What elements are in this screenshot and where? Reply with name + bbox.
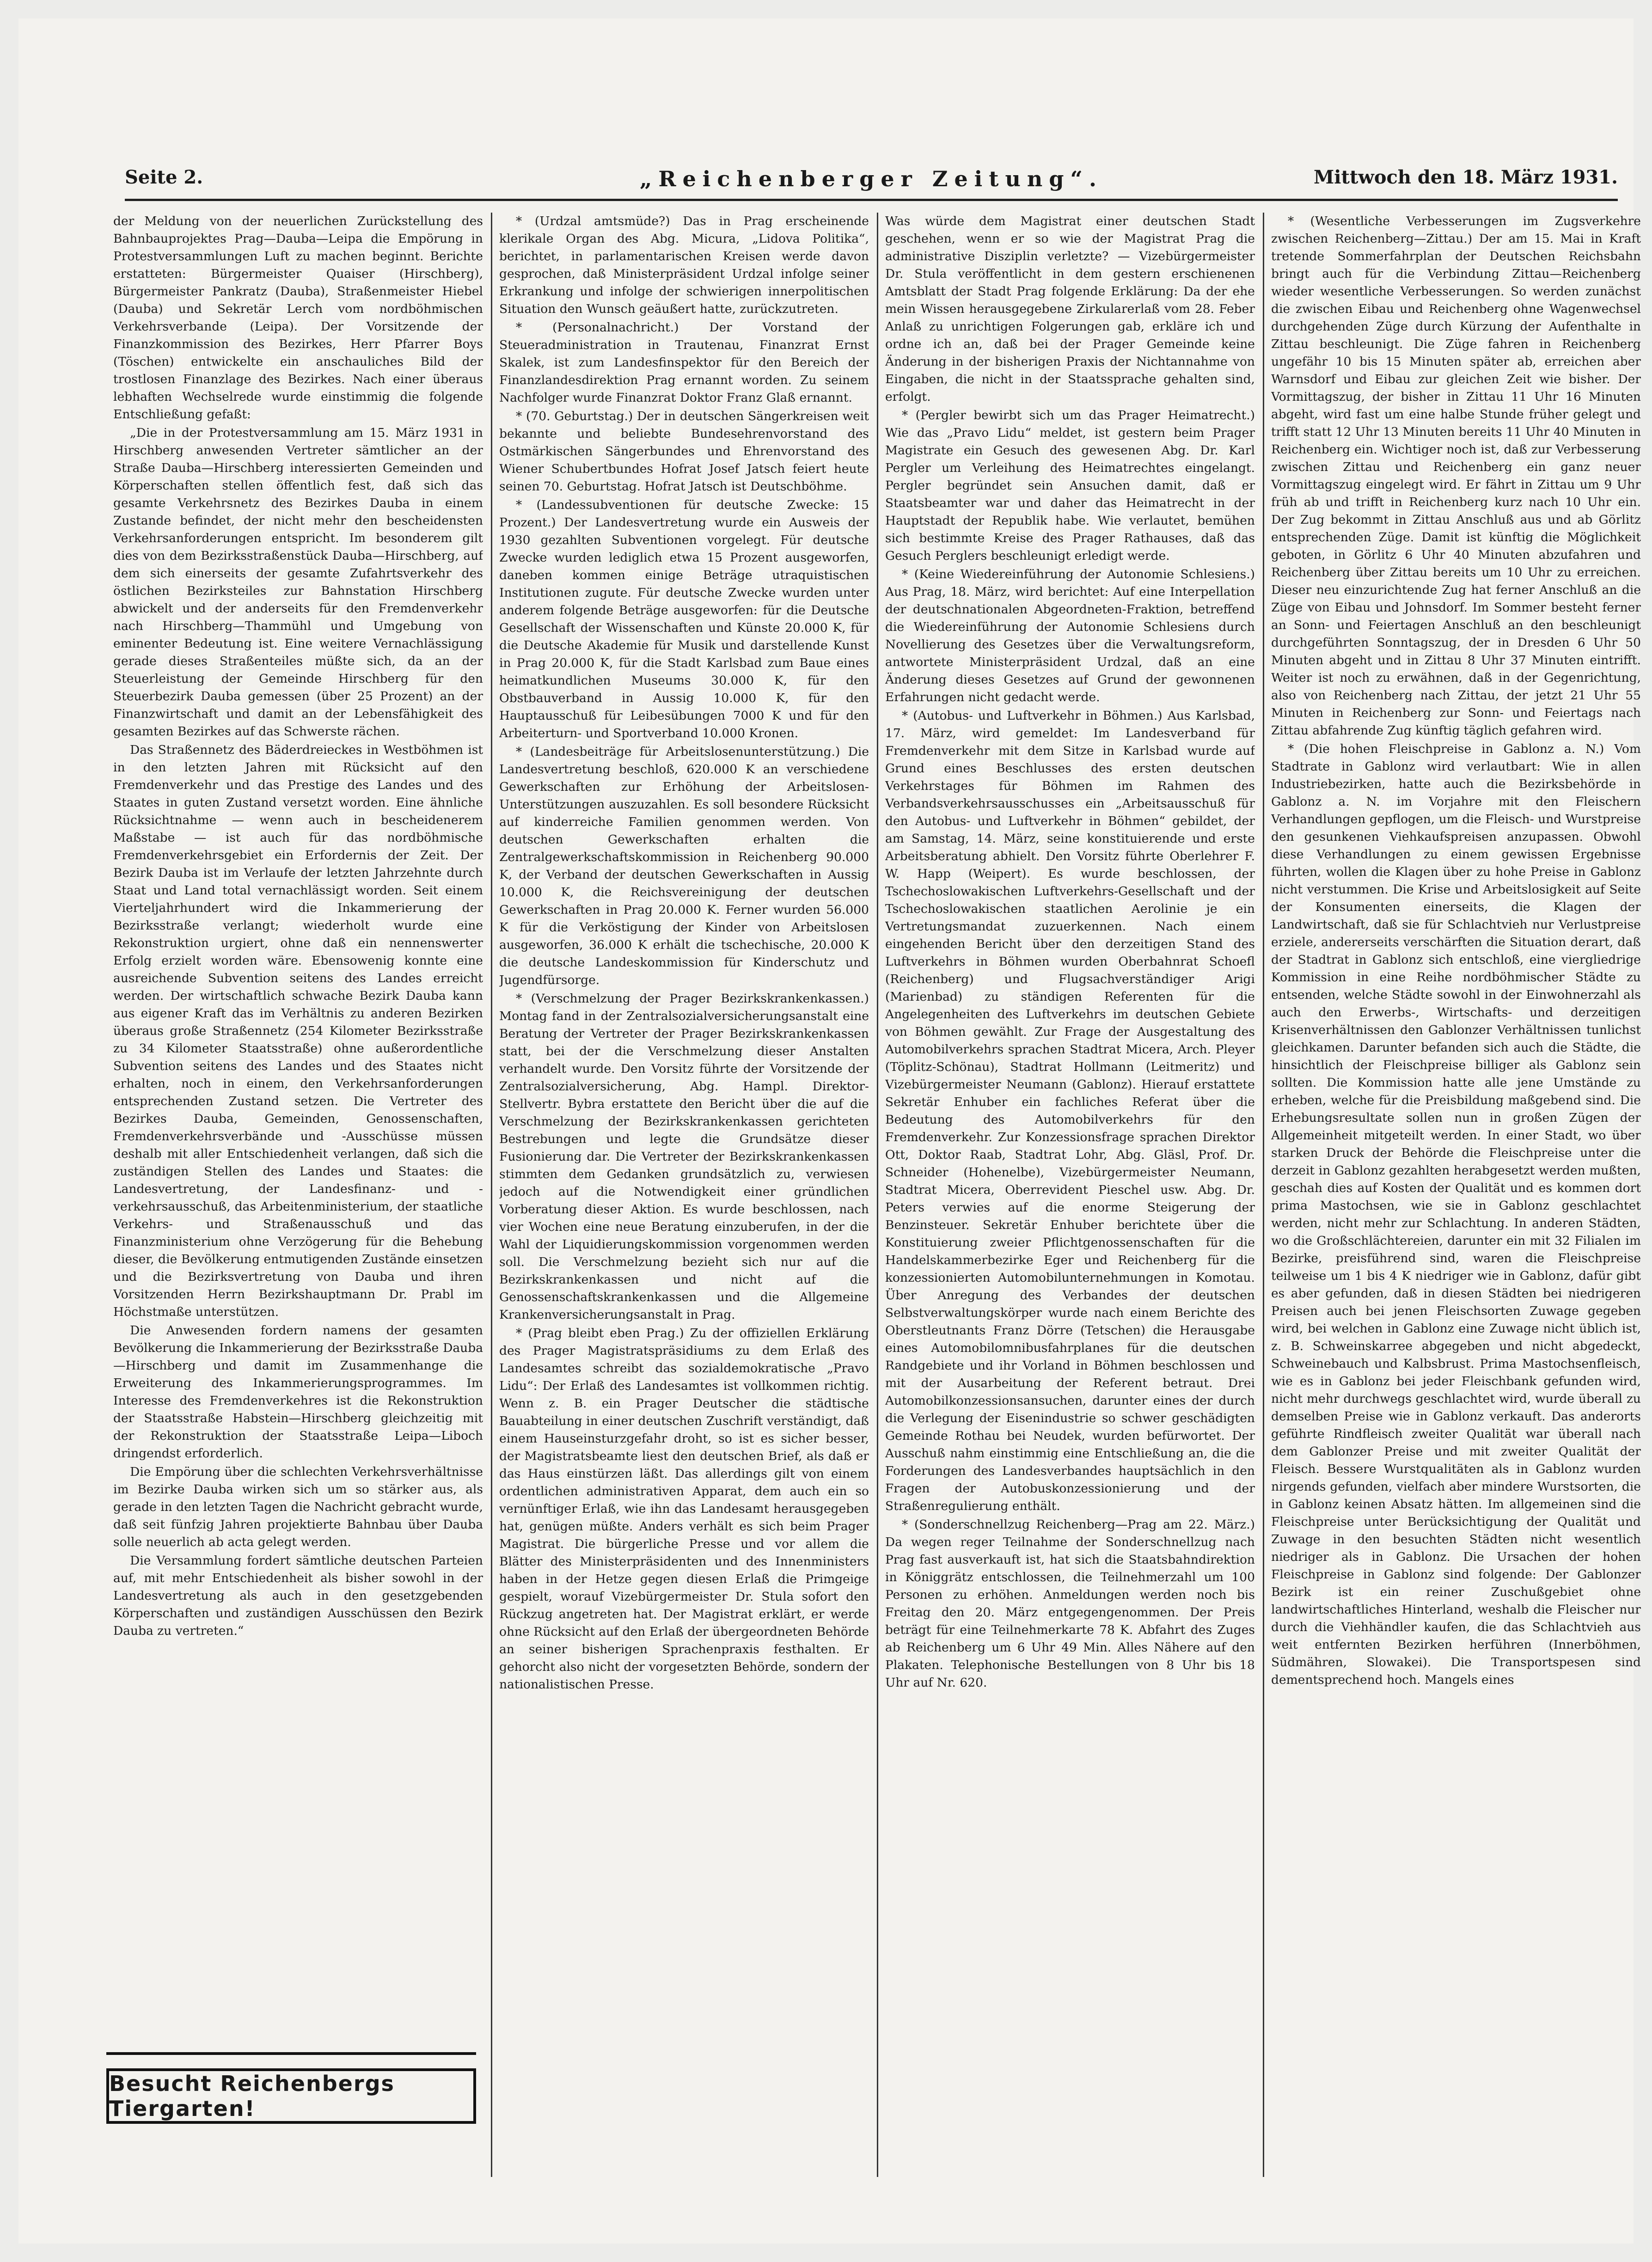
- tiergarten-ad: Besucht Reichenbergs Tiergarten!: [106, 2068, 476, 2124]
- column-3: [885, 213, 1255, 2177]
- news-item: * (Landesbeiträge für Arbeitslosenunterstützung.) Die Landesvertretung beschloß, 620.000 K an verschiedene Gewerkschaften zur Erhöhung der Arbeitslosen-Unterstützungen auszuzahlen. Es soll besondere Rücksicht auf kinderreiche Familien genommen werden. Von deutschen Gewerkschaften erhalten die Zentralgewerkschaftskommission in Reichenberg 90.000 K, der Verband der deutschen Gewerkschaften in Aussig 10.000 K, die Reichsvereinigung der deutschen Gewerkschaften in Prag 20.000 K. Ferner wurden 56.000 K für die Verköstigung der Kinder von Arbeitslosen ausgeworfen, 36.000 K erhält die tschechische, 20.000 K die deutsche Landeskommission für Kinderschutz und Jugendfürsorge.: [499, 745, 869, 987]
- article-text: Das Straßennetz des Bäderdreieckes in Westböhmen ist in den letzten Jahren mit Rücksicht auf den Fremdenverkehr und das Prestige des Landes und des Staates in guten Zustand versetzt worden. Eine ähnliche Rücksichtnahme — wenn auch in bescheidenerem Maßstabe — ist auch für das nordböhmische Fremdenverkehrsgebiet ein Erfordernis der Zeit. Der Bezirk Dauba ist im Verlaufe der letzten Jahrzehnte durch Staat und Land total vernachlässigt worden. Seit einem Vierteljahrhundert wird die Inkammerierung der Bezirksstraße verlangt; wiederholt wurde eine Rekonstruktion urgiert, ohne daß ein nennenswerter Erfolg erzielt worden wäre. Ebensowenig konnte eine ausreichende Subvention seitens des Landes erreicht werden. Der wirtschaftlich schwache Bezirk Dauba kann aus eigener Kraft das im Verhältnis zu anderen Bezirken überaus große Straßennetz (254 Kilometer Bezirksstraße zu 34 Kilometer Staatsstraße) ohne außerordentliche Subvention seitens des Landes und des Staates nicht erhalten, noch in einem, den Verkehrsanforderungen entsprechenden Zustand setzen. Die Vertreter des Bezirkes Dauba, Gemeinden, Genossenschaften, Fremdenverkehrsverbände und -Ausschüsse müssen deshalb mit aller Entschiedenheit verlangen, daß sich die zuständigen Stellen des Landes und Staates: die Landesvertretung, der Landesfinanz- und -verkehrsausschuß, das Arbeitenministerium, der staatliche Verkehrs- und Straßenausschuß und das Finanzministerium ohne Verzögerung für die Behebung dieser, die Bevölkerung entmutigenden Zustände einsetzen und die Bezirksvertretung von Dauba und ihren Vorsitzenden Herrn Bezirkshauptmann Dr. Prabl im Höchstmaße unterstützen.: [113, 743, 483, 1319]
- news-item: * (Sonderschnellzug Reichenberg—Prag am 22. März.) Da wegen reger Teilnahme der Sonderschnellzug nach Prag fast ausverkauft ist, hat sich die Staatsbahndirektion in Königgrätz entschlossen, die Teilnehmerzahl um 100 Personen zu erhöhen. Anmeldungen werden noch bis Freitag den 20. März entgegengenommen. Der Preis beträgt für eine Teilnehmerkarte 78 K. Abfahrt des Zuges ab Reichenberg um 6 Uhr 49 Min. Alles Nähere auf den Plakaten. Telephonische Bestellungen von 8 Uhr bis 18 Uhr auf Nr. 620.: [885, 1517, 1255, 1690]
- column-divider: [1263, 213, 1264, 2177]
- article-text: Die Versammlung fordert sämtliche deutschen Parteien auf, mit mehr Entschiedenheit als bisher sowohl in der Landesvertretung als auch in den gesetzgebenden Körperschaften und zuständigen Ausschüssen den Bezirk Dauba zu vertreten.“: [113, 1553, 483, 1638]
- column-4: [1271, 213, 1641, 2177]
- article-text: Die Anwesenden fordern namens der gesamten Bevölkerung die Inkammerierung der Bezirksstraße Dauba—Hirschberg und damit im Zusammenhange die Erweiterung des Inkammerierungsprogrammes. Im Interesse des Fremdenverkehres ist die Rekonstruktion der Staatsstraße Habstein—Hirschberg gleichzeitig mit der Rekonstruktion der Staatsstraße Leipa—Liboch dringendst erforderlich.: [113, 1323, 483, 1461]
- news-item: * (Pergler bewirbt sich um das Prager Heimatrecht.) Wie das „Pravo Lidu“ meldet, ist gestern beim Prager Magistrate ein Gesuch des gewesenen Abg. Dr. Karl Pergler um Verleihung des Heimatrechtes eingelangt. Pergler begründet sein Ansuchen damit, daß er Staatsbeamter war und daher das Heimatrecht in der Hauptstadt der Republik habe. Wie verlautet, bemühen sich bestimmte Kreise des Prager Rathauses, daß das Gesuch Perglers beschleunigt erledigt werde.: [885, 408, 1255, 563]
- news-item: * (Verschmelzung der Prager Bezirkskrankenkassen.) Montag fand in der Zentralsozialversicherungsanstalt eine Beratung der Vertreter der Prager Bezirkskrankenkassen statt, bei der die Verschmelzung dieser Anstalten verhandelt wurde. Den Vorsitz führte der Vorsitzende der Zentralsozialversicherung, Abg. Hampl. Direktor-Stellvertr. Bybra erstattete den Bericht über die auf die Verschmelzung der Bezirkskrankenkassen gerichteten Bestrebungen und legte die Grundsätze dieser Fusionierung dar. Die Vertreter der Bezirkskrankenkassen stimmten dem Gedanken grundsätzlich zu, verwiesen jedoch auf die Notwendigkeit einer gründlichen Vorberatung dieser Aktion. Es wurde beschlossen, nach vier Wochen eine neue Beratung einzuberufen, in der die Wahl der Liquidierungskommission vorgenommen werden soll. Die Verschmelzung bezieht sich nur auf die Bezirkskrankenkassen und nicht auf die Genossenschaftskrankenkassen und die Allgemeine Krankenversicherungsanstalt in Prag.: [499, 991, 869, 1322]
- news-item: * (Autobus- und Luftverkehr in Böhmen.) Aus Karlsbad, 17. März, wird gemeldet: Im Landesverband für Fremdenverkehr mit dem Sitze in Karlsbad wurde auf Grund eines Beschlusses des ersten deutschen Verkehrstages für Böhmen im Rahmen des Verbandsverkehrsausschusses ein „Arbeitsausschuß für den Autobus- und Luftverkehr in Böhmen“ gebildet, der am Samstag, 14. März, seine konstituierende und erste Arbeitsberatung abhielt. Den Vorsitz führte Oberlehrer F. W. Happ (Weipert). Es wurde beschlossen, der Tschechoslowakischen Luftverkehrs-Gesellschaft und der Tschechoslowakischen staatlichen Aerolinie je ein Vertretungsmandat zuzuerkennen. Nach einem eingehenden Bericht über den derzeitigen Stand des Luftverkehrs in Böhmen wurden Oberbahnrat Schoefl (Reichenberg) und Flugsachverständiger Arigi (Marienbad) zu ständigen Referenten für die Angelegenheiten des Luftverkehrs im deutschen Gebiete von Böhmen gewählt. Zur Frage der Ausgestaltung des Automobilverkehrs sprachen Stadtrat Micera, Arch. Pleyer (Töplitz-Schönau), Stadtrat Hollmann (Leitmeritz) und Vizebürgermeister Neumann (Gablonz). Hierauf erstattete Sekretär Enhuber ein fachliches Referat über die Bedeutung des Automobilverkehrs für den Fremdenverkehr. Zur Konzessionsfrage sprachen Direktor Ott, Doktor Raab, Stadtrat Lohr, Abg. Gläsl, Prof. Dr. Schneider (Hohenelbe), Vizebürgermeister Neumann, Stadtrat Micera, Oberrevident Pieschel usw. Abg. Dr. Peters verwies auf die enorme Steigerung der Benzinsteuer. Sekretär Enhuber berichtete über die Konstituierung zweier Pflichtgenossenschaften für die Handelskammerbezirke Eger und Reichenberg für die konzessionierten Automobilunternehmungen in Komotau. Über Anregung des Verbandes der deutschen Selbstverwaltungskörper wurde nach einem Berichte des Oberstleutnants Franz Dörre (Tetschen) die Herausgabe eines Automobilomnibusfahrplanes für die deutschen Randgebiete und ihr Vorland in Böhmen beschlossen und mit der Ausarbeitung der Referent betraut. Drei Automobilkonzessionsansuchen, darunter eines der durch die Verlegung der Eisenindustrie so schwer geschädigten Gemeinde Rothau bei Neudek, wurden befürwortet. Der Ausschuß nahm einstimmig eine Entschließung an, die die Forderungen des Landesverbandes hauptsächlich in den Fragen der Autobuskonzessionierung und der Straßenregulierung enthält.: [885, 709, 1255, 1513]
- page-number: Seite 2.: [125, 166, 203, 188]
- issue-date: Mittwoch den 18. März 1931.: [1313, 166, 1618, 188]
- news-item: * (Landessubventionen für deutsche Zwecke: 15 Prozent.) Der Landesvertretung wurde ein Ausweis der 1930 gezahlten Subventionen vorgelegt. Für deutsche Zwecke wurden lediglich etwa 15 Prozent ausgeworfen, daneben kommen einige Beträge utraquistischen Institutionen zugute. Für deutsche Zwecke wurden unter anderem folgende Beträge ausgeworfen: für die Deutsche Gesellschaft der Wissenschaften und Künste 20.000 K, für die Deutsche Akademie für Musik und darstellende Kunst in Prag 20.000 K, für die Stadt Karlsbad zum Baue eines heimatkundlichen Museums 30.000 K, für den Obstbauverband in Aussig 10.000 K, für den Hauptausschuß für Leibesübungen 7000 K und für den Arbeiterturn- und Sportverband 10.000 Kronen.: [499, 498, 869, 740]
- news-item: * (Personalnachricht.) Der Vorstand der Steueradministration in Trautenau, Finanzrat Ernst Skalek, ist zum Landesfinspektor für den Bereich der Finanzlandesdirektion Prag ernannt worden. Zu seinem Nachfolger wurde Finanzrat Doktor Franz Glaß ernannt.: [499, 320, 869, 405]
- article-text: „Die in der Protestversammlung am 15. März 1931 in Hirschberg anwesenden Vertreter sämtlicher an der Straße Dauba—Hirschberg interessierten Gemeinden und Körperschaften stellen öffentlich fest, daß sich das gesamte Verkehrsnetz des Bezirkes Dauba in einem Zustande befindet, der nicht mehr den bescheidensten Verkehrsanforderungen entspricht. Im besonderem gilt dies von dem Bezirksstraßenstück Dauba—Hirschberg, auf dem sich einerseits der gesamte Zufahrtsverkehr des östlichen Bezirksteiles zur Bahnstation Hirschberg abwickelt und der anderseits für den Fremdenverkehr nach Hirschberg—Thammühl und Umgebung von eminenter Bedeutung ist. Eine weitere Vernachlässigung gerade dieses Straßenteiles müßte sich, da an der Steuerleistung der Gemeinde Hirschberg für den Steuerbezirk Dauba gemessen (über 25 Prozent) an der Finanzwirtschaft und damit an der Lebensfähigkeit des gesamten Bezirkes auf das Schwerste rächen.: [113, 426, 483, 739]
- news-item: * (Keine Wiedereinführung der Autonomie Schlesiens.) Aus Prag, 18. März, wird berichtet: Auf eine Interpellation der deutschnationalen Abgeordneten-Fraktion, betreffend die Wiedereinführung der Autonomie Schlesiens durch Novellierung des Gesetzes über die Verwaltungsreform, antwortete Ministerpräsident Urdzal, daß an eine Änderung dieses Gesetzes auf Grund der gewonnenen Erfahrungen nicht gedacht werde.: [885, 567, 1255, 704]
- news-item: Was würde dem Magistrat einer deutschen Stadt geschehen, wenn er so wie der Magistrat Prag die administrative Disziplin verletzte? — Vizebürgermeister Dr. Stula veröffentlicht in dem gestern erschienenen Amtsblatt der Stadt Prag folgende Erklärung: Da der ehe mein Wissen herausgegebene Zirkularerlaß vom 28. Feber Anlaß zu unrichtigen Folgerungen gab, erkläre ich und ordne ich an, daß bei der Prager Gemeinde keine Änderung in der bisherigen Praxis der Nichtannahme von Eingaben, die nicht in der Staatssprache gehalten sind, erfolgt.: [885, 214, 1255, 404]
- column-divider: [877, 213, 878, 2177]
- column-divider: [491, 213, 492, 2177]
- page-header: [125, 166, 1618, 201]
- column-1: [113, 213, 483, 2038]
- article-text: Die Empörung über die schlechten Verkehrsverhältnisse im Bezirke Dauba wirken sich um so stärker aus, als gerade in den letzten Tagen die Nachricht gebracht wurde, daß seit fünfzig Jahren projektierte Bahnbau über Dauba solle neuerlich ab acta gelegt werden.: [113, 1465, 483, 1549]
- ad-divider: [106, 2052, 476, 2055]
- news-item: * (70. Geburtstag.) Der in deutschen Sängerkreisen weit bekannte und beliebte Bundesehrenvorstand des Ostmärkischen Sängerbundes und Ehrenvorstand des Wiener Schubertbundes Hofrat Josef Jatsch feiert heute seinen 70. Geburtstag. Hofrat Jatsch ist Deutschböhme.: [499, 409, 869, 494]
- newspaper-title: „Reichenberger Zeitung“.: [639, 166, 1103, 191]
- article-text: der Meldung von der neuerlichen Zurückstellung des Bahnbauprojektes Prag—Dauba—Leipa die Empörung in Protestversammlungen Luft zu machen beginnt. Berichte erstatteten: Bürgermeister Quaiser (Hirschberg), Bürgermeister Pankratz (Dauba), Straßenmeister Hiebel (Dauba) und Sekretär Lerch vom nordböhmischen Verkehrsverbande (Leipa). Der Vorsitzende der Finanzkommission des Bezirkes, Herr Pfarrer Boys (Töschen) entwickelte ein anschauliches Bild der trostlosen Finanzlage des Bezirkes. Nach einer überaus lebhaften Wechselrede wurde einstimmig die folgende Entschließung gefaßt:: [113, 214, 483, 422]
- news-item: * (Wesentliche Verbesserungen im Zugsverkehre zwischen Reichenberg—Zittau.) Der am 15. Mai in Kraft tretende Sommerfahrplan der Deutschen Reichsbahn bringt auch für die Verbindung Zittau—Reichenberg wieder wesentliche Verbesserungen. So werden zunächst die zwischen Eibau und Reichenberg ohne Wagenwechsel durchgehenden Züge durch Kürzung der Aufenthalte in Zittau beschleunigt. Die Züge fahren in Reichenberg ungefähr 10 bis 15 Minuten später ab, erreichen aber Warnsdorf und Eibau zur gleichen Zeit wie bisher. Der Vormittagszug, der bisher in Zittau 11 Uhr 16 Minuten abgeht, wird fast um eine halbe Stunde früher gelegt und trifft statt 12 Uhr 13 Minuten bereits 11 Uhr 40 Minuten in Reichenberg ein. Wichtiger noch ist, daß zur Verbesserung zwischen Zittau und Reichenberg ein ganz neuer Vormittagszug eingelegt wird. Er fährt in Zittau um 9 Uhr früh ab und trifft in Reichenberg kurz nach 10 Uhr ein. Der Zug bekommt in Zittau Anschluß aus und ab Görlitz entsprechenden Züge. Damit ist künftig die Möglichkeit geboten, in Görlitz 6 Uhr 40 Minuten abzufahren und Reichenberg über Zittau bereits um 10 Uhr zu erreichen. Dieser neu einzurichtende Zug hat ferner Anschluß an die Züge von Eibau und Johnsdorf. Im Sommer besteht ferner an Sonn- und Feiertagen Anschluß an den beschleunigt durchgeführten Sonntagszug, der in Dresden 6 Uhr 50 Minuten abgeht und in Zittau 8 Uhr 37 Minuten eintrifft. Weiter ist noch zu erwähnen, daß in der Gegenrichtung, also von Reichenberg nach Zittau, der jetzt 21 Uhr 55 Minuten in Reichenberg zur Sonn- und Feiertags nach Zittau abfahrende Zug künftig täglich gefahren wird.: [1271, 214, 1641, 738]
- news-item: * (Die hohen Fleischpreise in Gablonz a. N.) Vom Stadtrate in Gablonz wird verlautbart: Wie in allen Industriebezirken, hatte auch die Bezirksbehörde in Gablonz a. N. im Vorjahre mit den Fleischern Verhandlungen gepflogen, um die Fleisch- und Wurstpreise den gesunkenen Viehkaufspreisen anzupassen. Obwohl diese Verhandlungen zu einem gewissen Ergebnisse führten, wollen die Klagen über zu hohe Preise in Gablonz nicht verstummen. Die Krise und Arbeitslosigkeit auf Seite der Konsumenten einerseits, die Klagen der Landwirtschaft, daß sie für Schlachtvieh nur Verlustpreise erziele, andererseits verschärften die Situation derart, daß der Stadtrat in Gablonz sich entschloß, eine viergliedrige Kommission in eine Reihe nordböhmischer Städte zu entsenden, welche Städte sowohl in der Einwohnerzahl als auch den Erwerbs-, Wirtschafts- und derzeitigen Krisenverhältnissen den Gablonzer Verhältnissen tunlichst gleichkamen. Darunter befanden sich auch die Städte, die hinsichtlich der Fleischpreise billiger als Gablonz sein sollten. Die Kommission hatte alle jene Umstände zu erheben, welche für die Preisbildung maßgebend sind. Die Erhebungsresultate sollen nun in großen Zügen der Allgemeinheit mitgeteilt werden. In einer Stadt, wo über starken Druck der Behörde die Fleischpreise unter die derzeit in Gablonz gezahlten herabgesetzt werden mußten, geschah dies auf Kosten der Qualität und es kommen dort prima Mastochsen, wie sie in Gablonz geschlachtet werden, nicht mehr zur Schlachtung. In anderen Städten, wo die Großschlächtereien, darunter ein mit 32 Filialen im Bezirke, preisführend sind, waren die Fleischpreise teilweise um 1 bis 4 K niedriger wie in Gablonz, dafür gibt es aber gefunden, daß in diesen Städten bei niedrigeren Preisen auch bei jenen Fleischsorten Zuwage gegeben wird, bei welchen in Gablonz eine Zuwage nicht üblich ist, z. B. Schweinskarree abgegeben und nicht abgedeckt, Schweinebauch und Kalbsbrust. Prima Mastochsenfleisch, wie es in Gablonz bei jeder Fleischbank gefunden wird, nicht mehr durchwegs geschlachtet wird, wurde überall zu demselben Preise wie in Gablonz verkauft. Das anderorts geführte Rindfleisch zweiter Qualität war überall nach dem Gablonzer Preise und mit zweiter Qualität der Fleisch. Bessere Wurstqualitäten als in Gablonz wurden nirgends gefunden, vielfach aber mindere Wurstsorten, die in Gablonz keinen Absatz hätten. Im allgemeinen sind die Fleischpreise unter Berücksichtigung der Qualität und Zuwage in den besuchten Städten nicht wesentlich niedriger als in Gablonz. Die Ursachen der hohen Fleischpreise in Gablonz sind folgende: Der Gablonzer Bezirk ist ein reiner Zuschußgebiet ohne landwirtschaftliches Hinterland, weshalb die Fleischer nur durch die Viehhändler kaufen, die das Schlachtvieh aus weit entfernten Bezirken herführen (Innerböhmen, Südmähren, Slowakei). Die Transportspesen sind dementsprechend hoch. Mangels eines: [1271, 742, 1641, 1687]
- news-item: * (Urdzal amtsmüde?) Das in Prag erscheinende klerikale Organ des Abg. Micura, „Lidova Politika“, berichtet, in parlamentarischen Kreisen werde davon gesprochen, daß Ministerpräsident Urdzal infolge seiner Erkrankung und infolge der schwierigen innerpolitischen Situation den Wunsch geäußert hatte, zurückzutreten.: [499, 214, 869, 316]
- news-item: * (Prag bleibt eben Prag.) Zu der offiziellen Erklärung des Prager Magistratspräsidiums zu dem Erlaß des Landesamtes schreibt das sozialdemokratische „Pravo Lidu“: Der Erlaß des Landesamtes ist vollkommen richtig. Wenn z. B. ein Prager Deutscher die städtische Bauabteilung in einer deutschen Zuschrift verständigt, daß einem Hauseinsturzgefahr droht, so ist es sicher besser, der Magistratsbeamte liest den deutschen Brief, als daß er das Haus einstürzen läßt. Das allerdings gilt von einem ordentlichen administrativen Apparat, dem auch ein so vernünftiger Erlaß, wie ihn das Landesamt herausgegeben hat, genügen müßte. Anders verhält es sich beim Prager Magistrat. Die bürgerliche Presse und vor allem die Blätter des Ministerpräsidenten und des Innenministers haben in der Hetze gegen diesen Erlaß die Primgeige gespielt, worauf Vizebürgermeister Dr. Stula sofort den Rückzug angetreten hat. Der Magistrat erklärt, er werde ohne Rücksicht auf den Erlaß der übergeordneten Behörde an seiner bisherigen Sprachenpraxis festhalten. Er gehorcht also nicht der vorgesetzten Behörde, sondern der nationalistischen Presse.: [499, 1326, 869, 1692]
- column-2: [499, 213, 869, 2177]
